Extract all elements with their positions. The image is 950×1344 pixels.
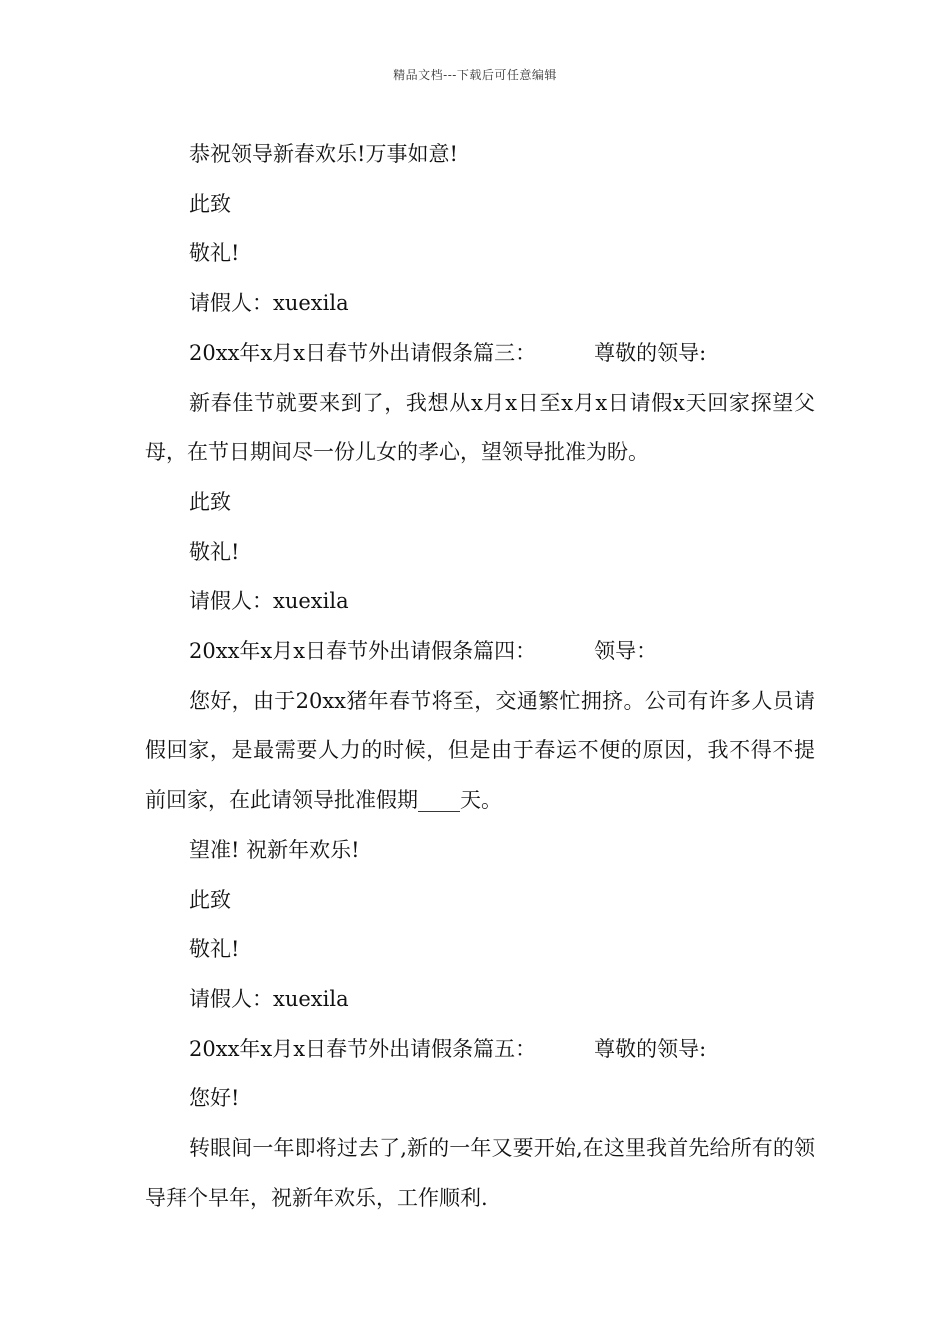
- section-five-date-title: 20xx年x月x日春节外出请假条篇五：: [189, 1036, 537, 1061]
- paragraph-section-five-body: 转眼间一年即将过去了,新的一年又要开始,在这里我首先给所有的领导拜个早年，祝新年欢乐，工作顺利.: [145, 1136, 815, 1210]
- paragraph-jingli: 敬礼!: [189, 937, 240, 962]
- paragraph-greeting: 恭祝领导新春欢乐!万事如意!: [189, 142, 458, 166]
- paragraph-section-four-body: 您好，由于20xx猪年春节将至，交通繁忙拥挤。公司有许多人员请假回家，是最需要人力的时候，但是由于春运不便的原因，我不得不提前回家，在此请领导批准假期____天。: [145, 688, 815, 813]
- page-header: 精品文档---下载后可任意编辑: [393, 68, 557, 82]
- paragraph-hello: 您好!: [189, 1086, 240, 1111]
- paragraph-jingli: 敬礼!: [189, 539, 240, 564]
- section-three-salutation: 尊敬的领导:: [594, 340, 707, 365]
- section-five-salutation: 尊敬的领导:: [594, 1036, 707, 1061]
- paragraph-wish: 望准! 祝新年欢乐!: [189, 837, 360, 862]
- paragraph-section-three-body: 新春佳节就要来到了，我想从x月x日至x月x日请假x天回家探望父母，在节日期间尽一份儿女的孝心，望领导批准为盼。: [145, 390, 815, 465]
- paragraph-section-three-heading: [145, 329, 815, 379]
- paragraph-section-four-heading: [145, 627, 815, 677]
- paragraph-cizhi: 此致: [189, 887, 231, 912]
- section-four-salutation: 领导：: [594, 639, 658, 664]
- paragraph-section-five-heading: [145, 1025, 815, 1075]
- paragraph-signer: 请假人：xuexila: [189, 291, 349, 316]
- section-three-date-title: 20xx年x月x日春节外出请假条篇三：: [189, 340, 537, 365]
- paragraph-jingli: 敬礼!: [189, 241, 240, 266]
- section-four-date-title: 20xx年x月x日春节外出请假条篇四：: [189, 639, 537, 664]
- paragraph-cizhi: 此致: [189, 489, 231, 514]
- paragraph-signer: 请假人：xuexila: [189, 589, 349, 614]
- paragraph-signer: 请假人：xuexila: [189, 986, 349, 1011]
- document-body: [145, 130, 815, 1223]
- paragraph-cizhi: 此致: [189, 191, 231, 216]
